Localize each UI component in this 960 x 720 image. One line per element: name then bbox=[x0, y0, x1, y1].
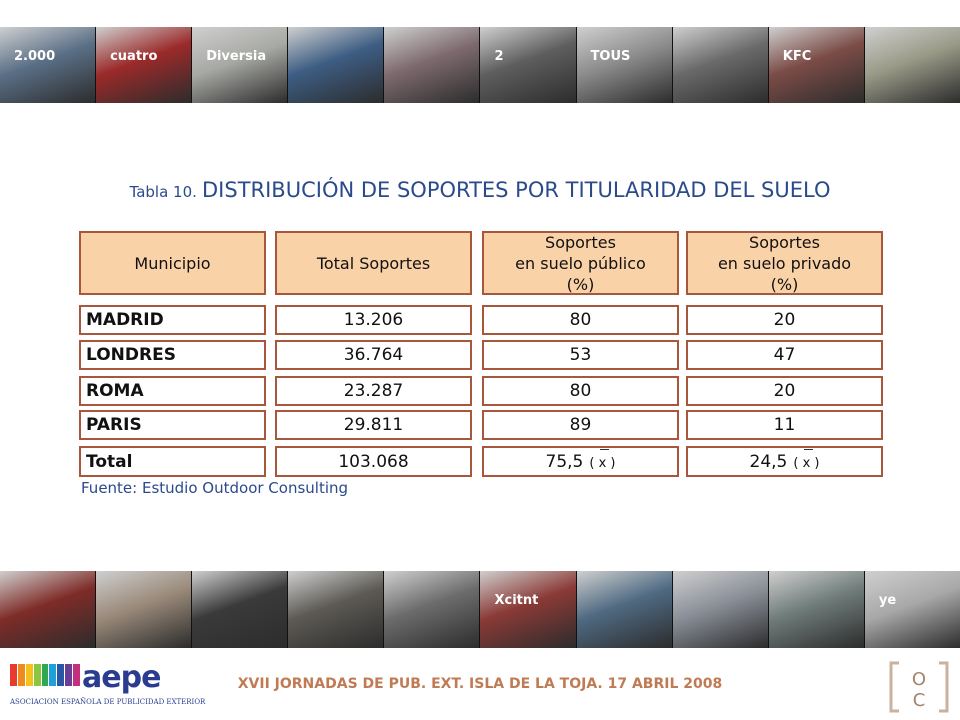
mean-symbol: ( x ) bbox=[589, 456, 616, 471]
photo-label: TOUS bbox=[590, 49, 631, 64]
aepe-wordmark: aepe bbox=[82, 660, 161, 695]
oc-logo bbox=[889, 661, 949, 713]
municipio-cell: LONDRES bbox=[79, 340, 266, 370]
photo-label: ye bbox=[878, 593, 897, 608]
header-suelo-privado: Soportes en suelo privado (%) bbox=[686, 231, 883, 295]
photo-label: 2.000 bbox=[14, 49, 56, 64]
billboard-photo bbox=[384, 571, 480, 648]
billboard-photo bbox=[0, 571, 96, 648]
total-row-label: Total bbox=[79, 446, 266, 477]
billboard-photo bbox=[288, 571, 384, 648]
header-suelo-publico: Soportes en suelo público (%) bbox=[482, 231, 679, 295]
mean-symbol: ( x ) bbox=[793, 456, 820, 471]
oc-logo-c: C bbox=[912, 690, 926, 711]
publico-cell: 80 bbox=[482, 376, 679, 406]
municipio-cell: PARIS bbox=[79, 410, 266, 440]
billboard-photo bbox=[192, 27, 288, 103]
bottom-photo-strip bbox=[0, 571, 960, 648]
billboard-photo bbox=[288, 27, 384, 103]
photo-label: cuatro bbox=[110, 49, 158, 64]
privado-cell: 11 bbox=[686, 410, 883, 440]
total-cell: 29.811 bbox=[275, 410, 472, 440]
total-cell: 13.206 bbox=[275, 305, 472, 335]
top-photo-strip bbox=[0, 27, 960, 103]
total-row-privado: 24,5 ( x ) bbox=[686, 446, 883, 477]
billboard-photo bbox=[673, 571, 769, 648]
billboard-photo bbox=[96, 27, 192, 103]
publico-cell: 53 bbox=[482, 340, 679, 370]
billboard-photo bbox=[96, 571, 192, 648]
total-cell: 23.287 bbox=[275, 376, 472, 406]
photo-label: Xcitnt bbox=[494, 593, 539, 608]
source-note: Fuente: Estudio Outdoor Consulting bbox=[81, 479, 349, 497]
table-title-text: DISTRIBUCIÓN DE SOPORTES POR TITULARIDAD DEL SUELO bbox=[202, 178, 831, 202]
privado-cell: 20 bbox=[686, 305, 883, 335]
municipio-cell: MADRID bbox=[79, 305, 266, 335]
privado-cell: 20 bbox=[686, 376, 883, 406]
billboard-photo bbox=[577, 27, 673, 103]
privado-cell: 47 bbox=[686, 340, 883, 370]
billboard-photo bbox=[865, 27, 960, 103]
billboard-photo bbox=[480, 27, 576, 103]
billboard-photo bbox=[673, 27, 769, 103]
billboard-photo bbox=[384, 27, 480, 103]
header-total-soportes: Total Soportes bbox=[275, 231, 472, 295]
billboard-photo bbox=[0, 27, 96, 103]
billboard-photo bbox=[769, 571, 865, 648]
municipio-cell: ROMA bbox=[79, 376, 266, 406]
event-footer: XVII JORNADAS DE PUB. EXT. ISLA DE LA TOJA. 17 ABRIL 2008 bbox=[237, 676, 723, 692]
billboard-photo bbox=[480, 571, 576, 648]
publico-cell: 89 bbox=[482, 410, 679, 440]
photo-label: KFC bbox=[782, 49, 812, 64]
billboard-photo bbox=[577, 571, 673, 648]
total-row-total: 103.068 bbox=[275, 446, 472, 477]
total-cell: 36.764 bbox=[275, 340, 472, 370]
billboard-photo bbox=[865, 571, 960, 648]
table-number: Tabla 10. bbox=[129, 183, 197, 201]
oc-logo-o: O bbox=[911, 669, 927, 690]
aepe-subtitle: ASOCIACION ESPAÑOLA DE PUBLICIDAD EXTERIOR bbox=[10, 698, 206, 706]
total-row-publico: 75,5 ( x ) bbox=[482, 446, 679, 477]
billboard-photo bbox=[192, 571, 288, 648]
header-municipio: Municipio bbox=[79, 231, 266, 295]
table-title bbox=[0, 178, 960, 202]
photo-label: Diversia bbox=[206, 49, 267, 64]
photo-label: 2 bbox=[494, 49, 504, 64]
billboard-photo bbox=[769, 27, 865, 103]
publico-cell: 80 bbox=[482, 305, 679, 335]
